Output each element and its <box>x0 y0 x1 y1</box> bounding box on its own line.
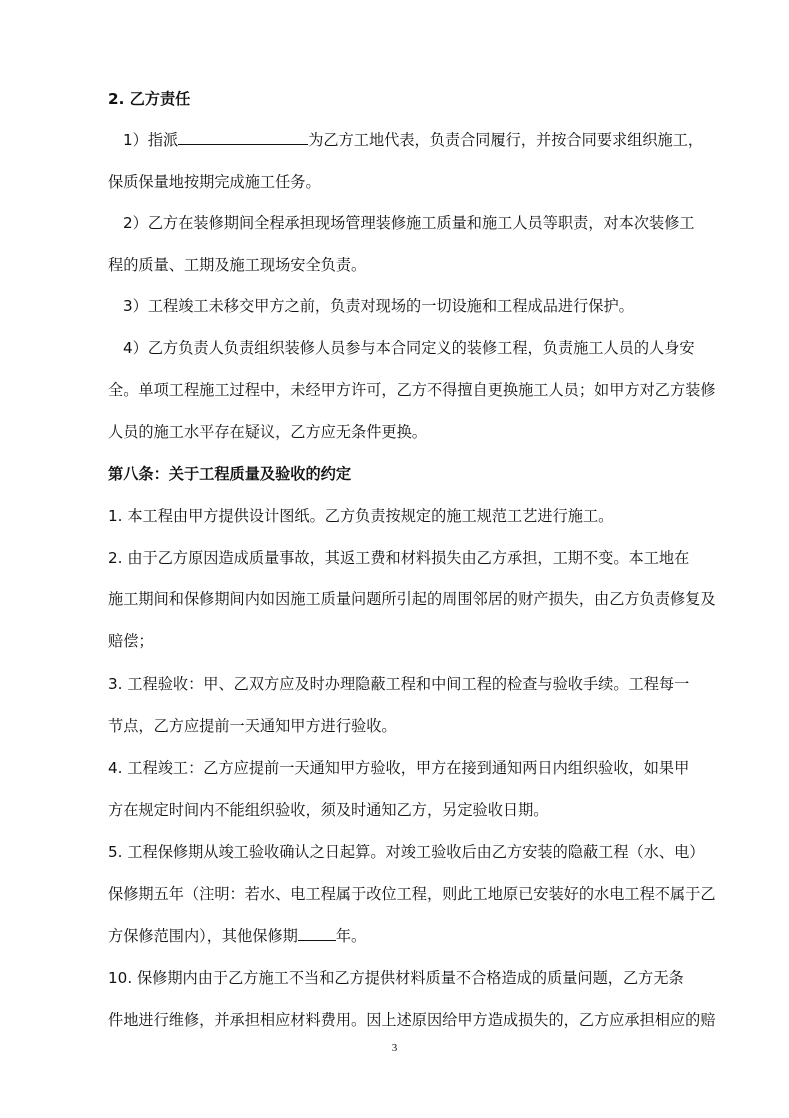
clause-b2-line2: 程的质量、工期及施工现场安全负责。 <box>108 256 367 274</box>
clause-b4-line3: 人员的施工水平存在疑议，乙方应无条件更换。 <box>108 423 427 441</box>
warranty-years-blank <box>298 926 336 941</box>
clause-8-2-line1: 2. 由于乙方原因造成质量事故，其返工费和材料损失由乙方承担，工期不变。本工地在 <box>108 549 690 567</box>
clause-8-1-line1: 1. 本工程由甲方提供设计图纸。乙方负责按规定的施工规范工艺进行施工。 <box>108 507 614 525</box>
article-8-heading: 第八条：关于工程质量及验收的约定 <box>108 465 351 483</box>
clause-b1-line1 <box>123 130 741 150</box>
page-number: 3 <box>391 1042 398 1054</box>
clause-8-2-line2: 施工期间和保修期间内如因施工质量问题所引起的周围邻居的财产损失，由乙方负责修复及 <box>108 590 716 608</box>
section-heading: 2. 乙方责任 <box>108 90 191 108</box>
clause-8-5-prefix: 方保修范围内），其他保修期 <box>108 927 298 945</box>
clause-b1-suffix: 为乙方工地代表，负责合同履行，并按合同要求组织施工， <box>308 131 704 149</box>
clause-b2-line1: 2）乙方在装修期间全程承担现场管理装修施工质量和施工人员等职责，对本次装修工 <box>123 214 695 232</box>
clause-8-2-line3: 赔偿； <box>108 632 154 650</box>
clause-b1-line2: 保质保量地按期完成施工任务。 <box>108 173 321 191</box>
clause-b4-line1: 4）乙方负责人负责组织装修人员参与本合同定义的装修工程，负责施工人员的人身安 <box>123 339 695 357</box>
representative-blank <box>178 130 308 145</box>
clause-8-5-line1: 5. 工程保修期从竣工验收确认之日起算。对竣工验收后由乙方安装的隐蔽工程（水、电） <box>108 843 705 861</box>
clause-8-3-line2: 节点，乙方应提前一天通知甲方进行验收。 <box>108 717 397 735</box>
clause-8-10-line1: 10. 保修期内由于乙方施工不当和乙方提供材料质量不合格造成的质量问题，乙方无条 <box>108 969 684 987</box>
clause-b3-line1: 3）工程竣工未移交甲方之前，负责对现场的一切设施和工程成品进行保护。 <box>123 297 634 315</box>
clause-b1-prefix: 1）指派 <box>123 131 179 149</box>
clause-8-10-line2: 件地进行维修，并承担相应材料费用。因上述原因给甲方造成损失的，乙方应承担相应的赔 <box>108 1011 716 1029</box>
clause-8-5-suffix: 年。 <box>335 927 367 945</box>
clause-8-4-line1: 4. 工程竣工：乙方应提前一天通知甲方验收，甲方在接到通知两日内组织验收，如果甲 <box>108 759 690 777</box>
clause-8-4-line2: 方在规定时间内不能组织验收，须及时通知乙方，另定验收日期。 <box>108 801 549 819</box>
clause-8-5-line3 <box>108 926 726 946</box>
clause-b4-line2: 全。单项工程施工过程中，未经甲方许可，乙方不得擅自更换施工人员；如甲方对乙方装修 <box>108 381 716 399</box>
clause-8-5-line2: 保修期五年（注明：若水、电工程属于改位工程，则此工地原已安装好的水电工程不属于乙 <box>108 885 716 903</box>
clause-8-3-line1: 3. 工程验收：甲、乙双方应及时办理隐蔽工程和中间工程的检查与验收手续。工程每一 <box>108 675 690 693</box>
